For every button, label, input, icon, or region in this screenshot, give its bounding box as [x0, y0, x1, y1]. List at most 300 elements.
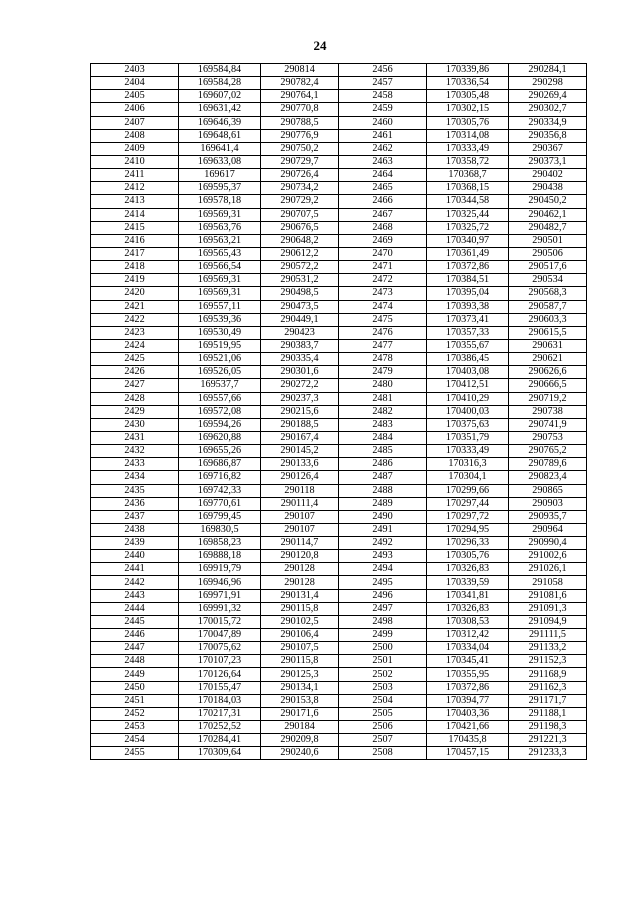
point-number-cell: 2412: [91, 182, 179, 195]
y-coordinate-cell: 290367: [509, 142, 587, 155]
point-number-cell: 2491: [339, 523, 427, 536]
point-number-cell: 2494: [339, 563, 427, 576]
point-number-cell: 2405: [91, 90, 179, 103]
y-coordinate-cell: 290120,8: [261, 550, 339, 563]
x-coordinate-cell: 170457,15: [427, 747, 509, 760]
point-number-cell: 2485: [339, 445, 427, 458]
y-coordinate-cell: 290128: [261, 576, 339, 589]
point-number-cell: 2502: [339, 668, 427, 681]
point-number-cell: 2409: [91, 142, 179, 155]
table-row: [91, 405, 587, 418]
point-number-cell: 2453: [91, 721, 179, 734]
point-number-cell: 2500: [339, 642, 427, 655]
x-coordinate-cell: 170403,36: [427, 707, 509, 720]
x-coordinate-cell: 170368,7: [427, 169, 509, 182]
point-number-cell: 2492: [339, 537, 427, 550]
y-coordinate-cell: 290107,5: [261, 642, 339, 655]
x-coordinate-cell: 169584,84: [179, 64, 261, 77]
x-coordinate-cell: 170325,72: [427, 221, 509, 234]
x-coordinate-cell: 170386,45: [427, 353, 509, 366]
x-coordinate-cell: 169830,5: [179, 523, 261, 536]
x-coordinate-cell: 170126,64: [179, 668, 261, 681]
point-number-cell: 2443: [91, 589, 179, 602]
x-coordinate-cell: 170340,97: [427, 234, 509, 247]
y-coordinate-cell: 290498,5: [261, 287, 339, 300]
x-coordinate-cell: 169648,61: [179, 129, 261, 142]
point-number-cell: 2478: [339, 353, 427, 366]
point-number-cell: 2403: [91, 64, 179, 77]
y-coordinate-cell: 290531,2: [261, 274, 339, 287]
table-row: [91, 629, 587, 642]
x-coordinate-cell: 170341,81: [427, 589, 509, 602]
y-coordinate-cell: 290612,2: [261, 247, 339, 260]
point-number-cell: 2456: [339, 64, 427, 77]
x-coordinate-cell: 170305,76: [427, 550, 509, 563]
point-number-cell: 2406: [91, 103, 179, 116]
x-coordinate-cell: 170302,15: [427, 103, 509, 116]
table-row: [91, 169, 587, 182]
y-coordinate-cell: 290438: [509, 182, 587, 195]
x-coordinate-cell: 170393,38: [427, 300, 509, 313]
x-coordinate-cell: 169686,87: [179, 458, 261, 471]
table-row: [91, 576, 587, 589]
y-coordinate-cell: 290734,2: [261, 182, 339, 195]
table-row: [91, 261, 587, 274]
x-coordinate-cell: 169620,88: [179, 431, 261, 444]
x-coordinate-cell: 170312,42: [427, 629, 509, 642]
x-coordinate-cell: 170305,48: [427, 90, 509, 103]
y-coordinate-cell: 290269,4: [509, 90, 587, 103]
point-number-cell: 2419: [91, 274, 179, 287]
point-number-cell: 2407: [91, 116, 179, 129]
y-coordinate-cell: 290423: [261, 326, 339, 339]
point-number-cell: 2436: [91, 497, 179, 510]
y-coordinate-cell: 290865: [509, 484, 587, 497]
point-number-cell: 2426: [91, 366, 179, 379]
point-number-cell: 2440: [91, 550, 179, 563]
y-coordinate-cell: 290568,3: [509, 287, 587, 300]
table-row: [91, 707, 587, 720]
point-number-cell: 2462: [339, 142, 427, 155]
y-coordinate-cell: 290153,8: [261, 694, 339, 707]
point-number-cell: 2414: [91, 208, 179, 221]
point-number-cell: 2479: [339, 366, 427, 379]
x-coordinate-cell: 170075,62: [179, 642, 261, 655]
y-coordinate-cell: 291162,3: [509, 681, 587, 694]
point-number-cell: 2503: [339, 681, 427, 694]
point-number-cell: 2450: [91, 681, 179, 694]
x-coordinate-cell: 170368,15: [427, 182, 509, 195]
x-coordinate-cell: 169716,82: [179, 471, 261, 484]
y-coordinate-cell: 290501: [509, 234, 587, 247]
table-row: [91, 589, 587, 602]
x-coordinate-cell: 170326,83: [427, 602, 509, 615]
x-coordinate-cell: 169991,32: [179, 602, 261, 615]
point-number-cell: 2501: [339, 655, 427, 668]
y-coordinate-cell: 290741,9: [509, 418, 587, 431]
x-coordinate-cell: 169557,11: [179, 300, 261, 313]
x-coordinate-cell: 170421,66: [427, 721, 509, 734]
table-row: [91, 116, 587, 129]
y-coordinate-cell: 291133,2: [509, 642, 587, 655]
x-coordinate-cell: 169595,37: [179, 182, 261, 195]
table-row: [91, 694, 587, 707]
table-row: [91, 655, 587, 668]
point-number-cell: 2482: [339, 405, 427, 418]
table-row: [91, 142, 587, 155]
y-coordinate-cell: 291026,1: [509, 563, 587, 576]
point-number-cell: 2481: [339, 392, 427, 405]
x-coordinate-cell: 170309,64: [179, 747, 261, 760]
point-number-cell: 2422: [91, 313, 179, 326]
y-coordinate-cell: 290373,1: [509, 155, 587, 168]
x-coordinate-cell: 169578,18: [179, 195, 261, 208]
x-coordinate-cell: 170308,53: [427, 615, 509, 628]
x-coordinate-cell: 170297,44: [427, 497, 509, 510]
x-coordinate-cell: 170394,77: [427, 694, 509, 707]
point-number-cell: 2408: [91, 129, 179, 142]
x-coordinate-cell: 170375,63: [427, 418, 509, 431]
y-coordinate-cell: 290450,2: [509, 195, 587, 208]
table-row: [91, 734, 587, 747]
point-number-cell: 2486: [339, 458, 427, 471]
x-coordinate-cell: 170284,41: [179, 734, 261, 747]
y-coordinate-cell: 290648,2: [261, 234, 339, 247]
x-coordinate-cell: 169569,31: [179, 208, 261, 221]
y-coordinate-cell: 290572,2: [261, 261, 339, 274]
point-number-cell: 2466: [339, 195, 427, 208]
point-number-cell: 2476: [339, 326, 427, 339]
x-coordinate-cell: 170333,49: [427, 142, 509, 155]
y-coordinate-cell: 290719,2: [509, 392, 587, 405]
point-number-cell: 2444: [91, 602, 179, 615]
y-coordinate-cell: 291233,3: [509, 747, 587, 760]
y-coordinate-cell: 290462,1: [509, 208, 587, 221]
table-row: [91, 366, 587, 379]
table-row: [91, 471, 587, 484]
point-number-cell: 2467: [339, 208, 427, 221]
x-coordinate-cell: 169557,66: [179, 392, 261, 405]
point-number-cell: 2435: [91, 484, 179, 497]
x-coordinate-cell: 169563,76: [179, 221, 261, 234]
x-coordinate-cell: 170435,8: [427, 734, 509, 747]
x-coordinate-cell: 169519,95: [179, 339, 261, 352]
x-coordinate-cell: 170314,08: [427, 129, 509, 142]
y-coordinate-cell: 291058: [509, 576, 587, 589]
table-row: [91, 431, 587, 444]
table-row: [91, 77, 587, 90]
point-number-cell: 2416: [91, 234, 179, 247]
point-number-cell: 2423: [91, 326, 179, 339]
y-coordinate-cell: 290506: [509, 247, 587, 260]
point-number-cell: 2413: [91, 195, 179, 208]
y-coordinate-cell: 290534: [509, 274, 587, 287]
table-row: [91, 510, 587, 523]
y-coordinate-cell: 290383,7: [261, 339, 339, 352]
point-number-cell: 2472: [339, 274, 427, 287]
point-number-cell: 2442: [91, 576, 179, 589]
table-row: [91, 747, 587, 760]
table-row: [91, 221, 587, 234]
y-coordinate-cell: 290738: [509, 405, 587, 418]
x-coordinate-cell: 170372,86: [427, 681, 509, 694]
x-coordinate-cell: 169641,4: [179, 142, 261, 155]
point-number-cell: 2437: [91, 510, 179, 523]
point-number-cell: 2454: [91, 734, 179, 747]
y-coordinate-cell: 290615,5: [509, 326, 587, 339]
x-coordinate-cell: 170384,51: [427, 274, 509, 287]
y-coordinate-cell: 291081,6: [509, 589, 587, 602]
y-coordinate-cell: 290118: [261, 484, 339, 497]
point-number-cell: 2473: [339, 287, 427, 300]
y-coordinate-cell: 290356,8: [509, 129, 587, 142]
y-coordinate-cell: 290107: [261, 523, 339, 536]
y-coordinate-cell: 290188,5: [261, 418, 339, 431]
table-row: [91, 602, 587, 615]
coordinates-table: [90, 63, 587, 760]
point-number-cell: 2464: [339, 169, 427, 182]
x-coordinate-cell: 169799,45: [179, 510, 261, 523]
x-coordinate-cell: 169539,36: [179, 313, 261, 326]
page-number: 24: [313, 38, 327, 53]
table-row: [91, 379, 587, 392]
x-coordinate-cell: 170372,86: [427, 261, 509, 274]
point-number-cell: 2433: [91, 458, 179, 471]
x-coordinate-cell: 170316,3: [427, 458, 509, 471]
point-number-cell: 2430: [91, 418, 179, 431]
x-coordinate-cell: 169742,33: [179, 484, 261, 497]
x-coordinate-cell: 170326,83: [427, 563, 509, 576]
y-coordinate-cell: 290729,7: [261, 155, 339, 168]
y-coordinate-cell: 290753: [509, 431, 587, 444]
y-coordinate-cell: 290125,3: [261, 668, 339, 681]
x-coordinate-cell: 169770,61: [179, 497, 261, 510]
x-coordinate-cell: 169584,28: [179, 77, 261, 90]
table-row: [91, 523, 587, 536]
y-coordinate-cell: 290603,3: [509, 313, 587, 326]
point-number-cell: 2457: [339, 77, 427, 90]
table-row: [91, 64, 587, 77]
table-row: [91, 208, 587, 221]
x-coordinate-cell: 169946,96: [179, 576, 261, 589]
point-number-cell: 2480: [339, 379, 427, 392]
y-coordinate-cell: 290209,8: [261, 734, 339, 747]
y-coordinate-cell: 290770,8: [261, 103, 339, 116]
point-number-cell: 2415: [91, 221, 179, 234]
x-coordinate-cell: 169631,42: [179, 103, 261, 116]
point-number-cell: 2506: [339, 721, 427, 734]
x-coordinate-cell: 170217,31: [179, 707, 261, 720]
point-number-cell: 2488: [339, 484, 427, 497]
point-number-cell: 2439: [91, 537, 179, 550]
point-number-cell: 2429: [91, 405, 179, 418]
point-number-cell: 2499: [339, 629, 427, 642]
table-row: [91, 234, 587, 247]
y-coordinate-cell: 290473,5: [261, 300, 339, 313]
y-coordinate-cell: 290676,5: [261, 221, 339, 234]
y-coordinate-cell: 291152,3: [509, 655, 587, 668]
y-coordinate-cell: 290666,5: [509, 379, 587, 392]
point-number-cell: 2490: [339, 510, 427, 523]
y-coordinate-cell: 290115,8: [261, 655, 339, 668]
y-coordinate-cell: 290335,4: [261, 353, 339, 366]
point-number-cell: 2465: [339, 182, 427, 195]
table-row: [91, 642, 587, 655]
y-coordinate-cell: 290823,4: [509, 471, 587, 484]
table-row: [91, 287, 587, 300]
y-coordinate-cell: 291002,6: [509, 550, 587, 563]
y-coordinate-cell: 291091,3: [509, 602, 587, 615]
table-row: [91, 458, 587, 471]
y-coordinate-cell: 290167,4: [261, 431, 339, 444]
point-number-cell: 2469: [339, 234, 427, 247]
point-number-cell: 2461: [339, 129, 427, 142]
point-number-cell: 2418: [91, 261, 179, 274]
table-row: [91, 326, 587, 339]
point-number-cell: 2410: [91, 155, 179, 168]
x-coordinate-cell: 170345,41: [427, 655, 509, 668]
point-number-cell: 2487: [339, 471, 427, 484]
x-coordinate-cell: 170155,47: [179, 681, 261, 694]
point-number-cell: 2404: [91, 77, 179, 90]
point-number-cell: 2474: [339, 300, 427, 313]
y-coordinate-cell: 291094,9: [509, 615, 587, 628]
table-row: [91, 103, 587, 116]
point-number-cell: 2441: [91, 563, 179, 576]
table-row: [91, 182, 587, 195]
table-row: [91, 668, 587, 681]
y-coordinate-cell: 290789,6: [509, 458, 587, 471]
table-row: [91, 563, 587, 576]
x-coordinate-cell: 169594,26: [179, 418, 261, 431]
y-coordinate-cell: 290765,2: [509, 445, 587, 458]
point-number-cell: 2455: [91, 747, 179, 760]
y-coordinate-cell: 290334,9: [509, 116, 587, 129]
point-number-cell: 2445: [91, 615, 179, 628]
y-coordinate-cell: 290990,4: [509, 537, 587, 550]
x-coordinate-cell: 170015,72: [179, 615, 261, 628]
x-coordinate-cell: 169569,31: [179, 287, 261, 300]
y-coordinate-cell: 290111,4: [261, 497, 339, 510]
table-row: [91, 313, 587, 326]
point-number-cell: 2451: [91, 694, 179, 707]
y-coordinate-cell: 290131,4: [261, 589, 339, 602]
y-coordinate-cell: 290128: [261, 563, 339, 576]
table-row: [91, 681, 587, 694]
point-number-cell: 2471: [339, 261, 427, 274]
point-number-cell: 2504: [339, 694, 427, 707]
coordinates-table-body: [91, 64, 587, 760]
point-number-cell: 2447: [91, 642, 179, 655]
y-coordinate-cell: 290402: [509, 169, 587, 182]
table-row: [91, 274, 587, 287]
y-coordinate-cell: 290626,6: [509, 366, 587, 379]
y-coordinate-cell: 290133,6: [261, 458, 339, 471]
point-number-cell: 2477: [339, 339, 427, 352]
y-coordinate-cell: 290126,4: [261, 471, 339, 484]
x-coordinate-cell: 169971,91: [179, 589, 261, 602]
x-coordinate-cell: 169607,02: [179, 90, 261, 103]
y-coordinate-cell: 290482,7: [509, 221, 587, 234]
y-coordinate-cell: 290284,1: [509, 64, 587, 77]
point-number-cell: 2459: [339, 103, 427, 116]
point-number-cell: 2496: [339, 589, 427, 602]
x-coordinate-cell: 169565,43: [179, 247, 261, 260]
table-row: [91, 721, 587, 734]
table-row: [91, 339, 587, 352]
y-coordinate-cell: 291111,5: [509, 629, 587, 642]
x-coordinate-cell: 169858,23: [179, 537, 261, 550]
x-coordinate-cell: 170336,54: [427, 77, 509, 90]
table-row: [91, 392, 587, 405]
x-coordinate-cell: 170334,04: [427, 642, 509, 655]
x-coordinate-cell: 170373,41: [427, 313, 509, 326]
x-coordinate-cell: 170355,67: [427, 339, 509, 352]
y-coordinate-cell: 290134,1: [261, 681, 339, 694]
y-coordinate-cell: 290726,4: [261, 169, 339, 182]
x-coordinate-cell: 170184,03: [179, 694, 261, 707]
x-coordinate-cell: 170358,72: [427, 155, 509, 168]
table-row: [91, 418, 587, 431]
x-coordinate-cell: 169537,7: [179, 379, 261, 392]
y-coordinate-cell: 290707,5: [261, 208, 339, 221]
x-coordinate-cell: 169919,79: [179, 563, 261, 576]
point-number-cell: 2434: [91, 471, 179, 484]
y-coordinate-cell: 290782,4: [261, 77, 339, 90]
point-number-cell: 2420: [91, 287, 179, 300]
x-coordinate-cell: 169888,18: [179, 550, 261, 563]
x-coordinate-cell: 169563,21: [179, 234, 261, 247]
x-coordinate-cell: 170297,72: [427, 510, 509, 523]
table-row: [91, 537, 587, 550]
x-coordinate-cell: 170294,95: [427, 523, 509, 536]
x-coordinate-cell: 170412,51: [427, 379, 509, 392]
point-number-cell: 2421: [91, 300, 179, 313]
x-coordinate-cell: 169569,31: [179, 274, 261, 287]
point-number-cell: 2425: [91, 353, 179, 366]
x-coordinate-cell: 169530,49: [179, 326, 261, 339]
x-coordinate-cell: 170296,33: [427, 537, 509, 550]
point-number-cell: 2417: [91, 247, 179, 260]
y-coordinate-cell: 290145,2: [261, 445, 339, 458]
x-coordinate-cell: 170252,52: [179, 721, 261, 734]
point-number-cell: 2468: [339, 221, 427, 234]
table-row: [91, 195, 587, 208]
y-coordinate-cell: 290237,3: [261, 392, 339, 405]
point-number-cell: 2493: [339, 550, 427, 563]
point-number-cell: 2489: [339, 497, 427, 510]
y-coordinate-cell: 290788,5: [261, 116, 339, 129]
point-number-cell: 2507: [339, 734, 427, 747]
point-number-cell: 2446: [91, 629, 179, 642]
x-coordinate-cell: 170339,59: [427, 576, 509, 589]
point-number-cell: 2470: [339, 247, 427, 260]
x-coordinate-cell: 170047,89: [179, 629, 261, 642]
point-number-cell: 2458: [339, 90, 427, 103]
x-coordinate-cell: 169526,05: [179, 366, 261, 379]
table-row: [91, 353, 587, 366]
x-coordinate-cell: 170355,95: [427, 668, 509, 681]
x-coordinate-cell: 170333,49: [427, 445, 509, 458]
y-coordinate-cell: 290114,7: [261, 537, 339, 550]
y-coordinate-cell: 290729,2: [261, 195, 339, 208]
table-row: [91, 155, 587, 168]
y-coordinate-cell: 290587,7: [509, 300, 587, 313]
y-coordinate-cell: 290115,8: [261, 602, 339, 615]
point-number-cell: 2452: [91, 707, 179, 720]
y-coordinate-cell: 290764,1: [261, 90, 339, 103]
y-coordinate-cell: 290302,7: [509, 103, 587, 116]
